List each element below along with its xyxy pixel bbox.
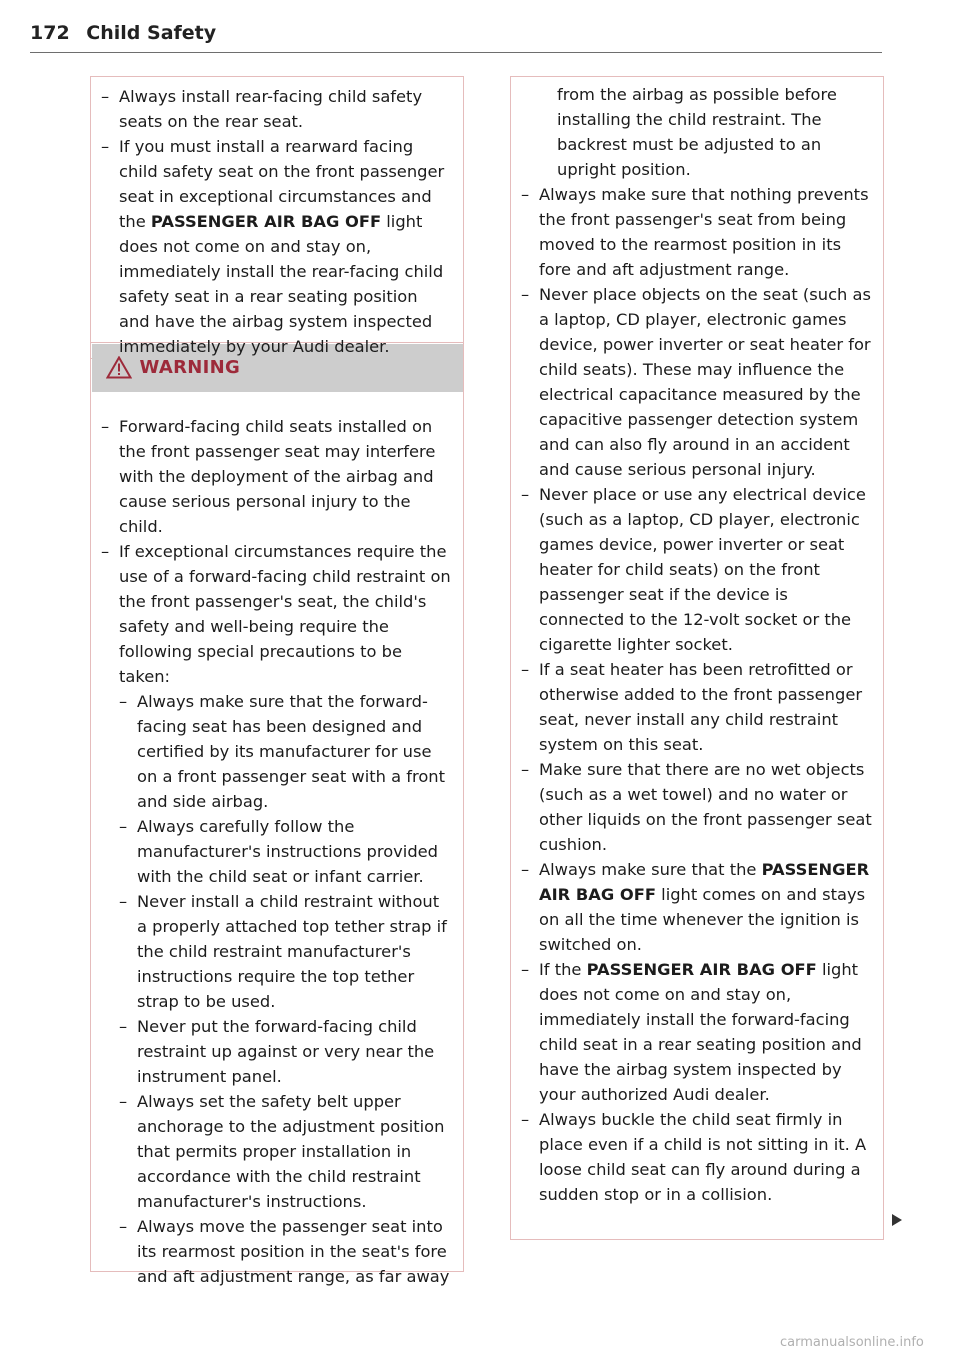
continue-arrow-icon: [892, 1214, 902, 1226]
list-item: [521, 957, 873, 1107]
list-item: – Always install rear-facing child safety seats on the rear seat.: [101, 84, 453, 134]
bold-label: PASSENGER AIR BAG OFF: [539, 860, 870, 904]
list-item: [521, 857, 873, 957]
section-title: Child Safety: [86, 22, 217, 44]
warning-list: [101, 414, 453, 1289]
sub-list-item: – Always carefully follow the manufacturer's instructions provided with the child seat or infant carrier.: [119, 814, 453, 889]
list-item: – Never place or use any electrical device (such as a laptop, CD player, electronic games device, power inverter or seat heater for child seats) on the front passenger seat if the device is connected to the 12-volt socket or the cigarette lighter socket.: [521, 482, 873, 657]
list-item: – Always make sure that nothing prevents the front passenger's seat from being moved to the rearmost position in its fore and aft adjustment range.: [521, 182, 873, 282]
list-item: – Make sure that there are no wet objects (such as a wet towel) and no water or other liquids on the front passenger seat cushion.: [521, 757, 873, 857]
text-fragment: light does not come on and stay on, immediately install the forward-facing child seat in a rear seating position and have the airbag system inspected by your authorized Audi dealer.: [539, 960, 862, 1104]
page-number: 172: [30, 22, 70, 44]
sub-list-item: – Always set the safety belt upper anchorage to the adjustment position that permits proper installation in accordance with the child restraint manufacturer's instructions.: [119, 1089, 453, 1214]
text-fragment: If the: [539, 960, 587, 979]
watermark: carmanualsonline.info: [780, 1335, 924, 1350]
list-item: – Forward-facing child seats installed on the front passenger seat may interfere with the deployment of the airbag and cause serious personal injury to the child.: [101, 414, 453, 539]
warning-title: WARNING: [139, 357, 241, 378]
sub-list-item: – Never install a child restraint without a properly attached top tether strap if the child restraint manufacturer's instructions require the top tether strap to be used.: [119, 889, 453, 1014]
list-item-text: – If exceptional circumstances require the use of a forward-facing child restraint on the front passenger's seat, the child's safety and well-being require the following special precautions to be taken:: [119, 542, 451, 686]
precautions-list: [119, 689, 453, 1289]
page-header: [30, 22, 882, 53]
continuation-list: [521, 82, 873, 1207]
list-item: – If a seat heater has been retrofitted or otherwise added to the front passenger seat, never install any child restraint system on this seat.: [521, 657, 873, 757]
bold-label: PASSENGER AIR BAG OFF: [586, 960, 817, 979]
list-item: – Always buckle the child seat firmly in place even if a child is not sitting in it. A loose child seat can fly around during a sudden stop or in a collision.: [521, 1107, 873, 1207]
info-list: [101, 84, 453, 359]
list-item: – If you must install a rearward facing child safety seat on the front passenger seat in exceptional circumstances and the PASSENGER AIR BAG OFF light does not come on and stay on, immediately install the rear-facing child safety seat in a rear seating position and have the airbag system inspected immediately by your Audi dealer.: [101, 134, 453, 359]
sub-list-item: – Always move the passenger seat into its rearmost position in the seat's fore and aft adjustment range, as far away: [119, 1214, 453, 1289]
text-fragment: Always make sure that the: [539, 860, 762, 879]
warning-triangle-icon: [106, 356, 132, 379]
sub-list-item: – Never put the forward-facing child restraint up against or very near the instrument panel.: [119, 1014, 453, 1089]
list-item: – Never place objects on the seat (such as a laptop, CD player, electronic games device, power inverter or seat heater for child seats). These may influence the electrical capacitance measured by the capacitive passenger detection system and can also fly around in an accident and cause serious personal injury.: [521, 282, 873, 482]
list-item: [101, 539, 453, 1289]
continuation-text: from the airbag as possible before installing the child restraint. The backrest must be adjusted to an upright position.: [557, 85, 837, 179]
text-fragment: light comes on and stays on all the time whenever the ignition is switched on.: [539, 885, 866, 954]
sub-list-item: – Always make sure that the forward-facing seat has been designed and certified by its manufacturer for use on a front passenger seat with a front and side airbag.: [119, 689, 453, 814]
